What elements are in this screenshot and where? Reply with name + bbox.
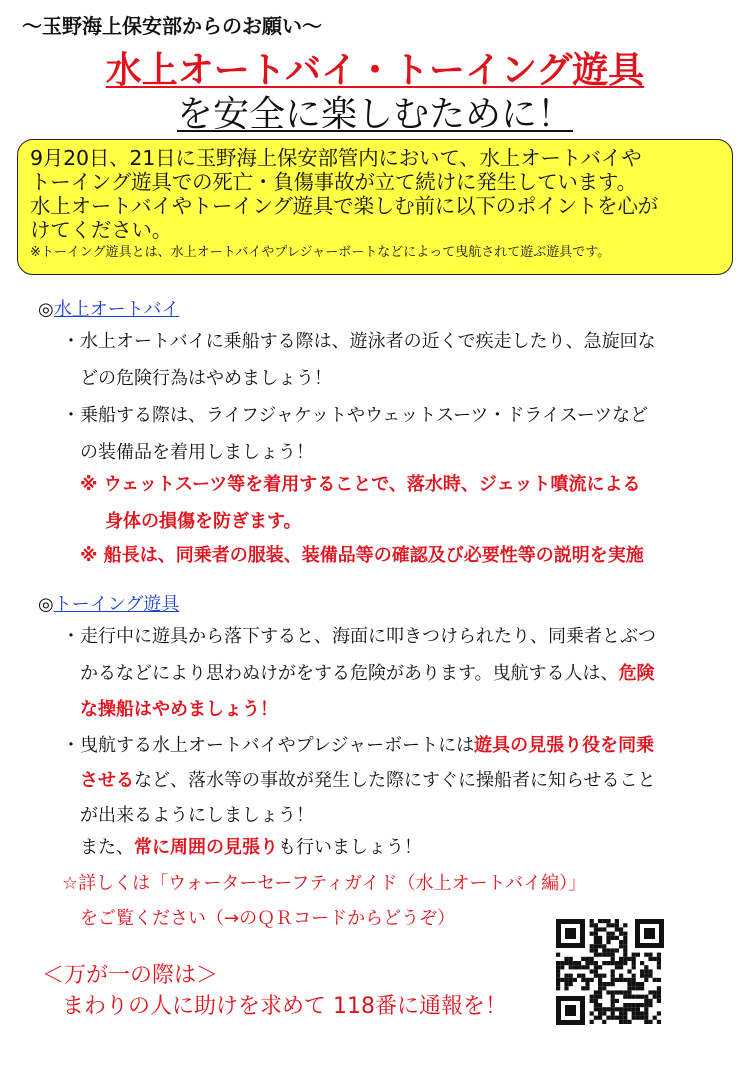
page-title: 水上オートバイ・トーイング遊具 xyxy=(105,50,645,91)
towing-lookout-line xyxy=(80,829,422,866)
jetski-bullet-2: ・乗船する際は、ライフジャケットやウェットスーツ・ドライスーツなど xyxy=(62,405,649,426)
notice-line: 水上オートバイやトーイング遊具で楽しむ前に以下のポイントを心が xyxy=(30,194,659,218)
jetski-bullet-1: ・水上オートバイに乗船する際は、遊泳者の近くで疾走したり、急旋回な xyxy=(62,331,656,352)
jetski-note-1-cont: 身体の損傷を防ぎます。 xyxy=(105,511,302,532)
emergency-heading: ＜万が一の際は＞ xyxy=(42,963,219,988)
notice-line: けてください。 xyxy=(30,218,173,242)
towing-bullet-2-cont xyxy=(80,762,655,799)
warning-text: 常に周囲の見張り xyxy=(134,837,278,858)
jetski-note-1: ※ ウェットスーツ等を着用することで、落水時、ジェット噴流による xyxy=(80,474,641,495)
jetski-bullet-1-cont: どの危険行為はやめましょう！ xyxy=(80,368,332,389)
guide-reference-cont: をご覧ください（→のＱＲコードからどうぞ） xyxy=(80,908,456,929)
notice-line: トーイング遊具での死亡・負傷事故が立て続けに発生しています。 xyxy=(30,170,637,194)
text-segment: また、 xyxy=(80,837,134,858)
jetski-link[interactable]: 水上オートバイ xyxy=(53,299,180,320)
emergency-text: まわりの人に助けを求めて 118番に通報を！ xyxy=(62,994,507,1019)
double-circle-icon: ◎ xyxy=(38,594,54,615)
guide-reference: ☆詳しくは「ウォーターセーフティガイド（水上オートバイ編）」 xyxy=(62,873,587,894)
towing-bullet-2 xyxy=(62,727,654,764)
qr-code[interactable] xyxy=(545,911,675,1033)
warning-text: 遊具の見張り役を同乗 xyxy=(474,735,655,756)
section-heading-jetski xyxy=(38,295,179,321)
text-segment: かるなどにより思わぬけがをする危険があります。曳航する人は、 xyxy=(80,663,619,684)
notice-box xyxy=(17,139,733,275)
towing-bullet-1-warning: な操船はやめましょう！ xyxy=(80,699,278,720)
towing-link[interactable]: トーイング遊具 xyxy=(53,594,180,615)
text-segment: など、落水等の事故が発生した際にすぐに操船者に知らせること xyxy=(134,770,656,791)
text-segment: ・曳航する水上オートバイやプレジャーボートには xyxy=(62,735,475,756)
notice-text xyxy=(30,146,722,242)
notice-footnote: ※トーイング遊具とは、水上オートバイやプレジャーボートなどによって曳航されて遊ぶ遊具です。 xyxy=(30,245,611,260)
towing-bullet-1: ・走行中に遊具から落下すると、海面に叩きつけられたり、同乗者とぶつ xyxy=(62,626,656,647)
warning-text: 危険 xyxy=(618,663,655,684)
page-subtitle: を安全に楽しむために！ xyxy=(176,94,573,135)
text-segment: も行いましょう！ xyxy=(278,837,422,858)
organization-heading: ～玉野海上保安部からのお願い～ xyxy=(22,14,322,38)
section-heading-towing xyxy=(38,590,179,616)
towing-bullet-1-cont xyxy=(80,655,655,692)
double-circle-icon: ◎ xyxy=(38,299,54,320)
qr-code-image xyxy=(545,911,675,1033)
warning-text: させる xyxy=(80,770,134,791)
towing-bullet-2-cont-2: が出来るようにしましょう！ xyxy=(80,805,314,826)
jetski-note-2: ※ 船長は、同乗者の服装、装備品等の確認及び必要性等の説明を実施 xyxy=(80,545,644,566)
notice-line: 9月20日、21日に玉野海上保安部管内において、水上オートバイや xyxy=(30,146,642,170)
jetski-bullet-2-cont: の装備品を着用しましょう！ xyxy=(80,442,314,463)
